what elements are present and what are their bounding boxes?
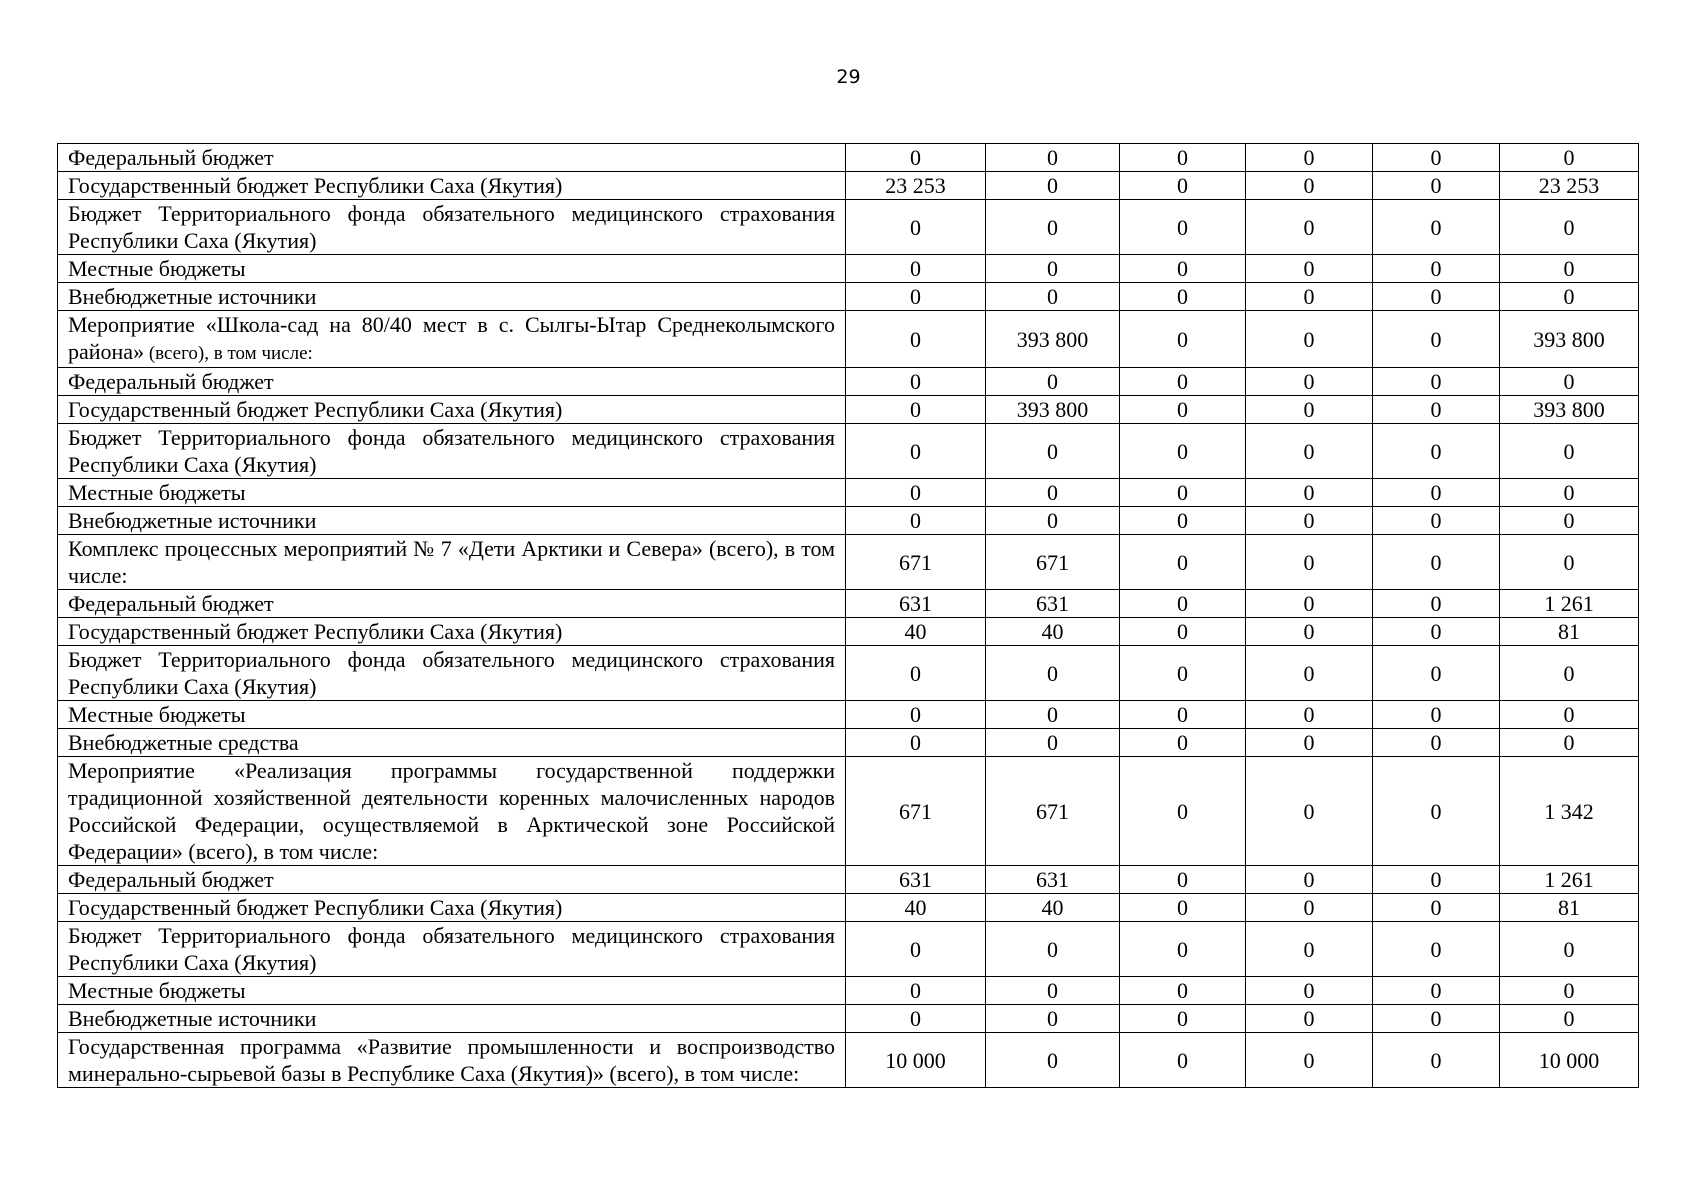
value-cell: 0 <box>1373 1033 1500 1088</box>
value-cell: 0 <box>846 646 986 701</box>
row-label-text: Внебюджетные источники <box>68 1006 317 1031</box>
value-cell: 0 <box>846 507 986 535</box>
row-label-text: Бюджет Территориального фонда обязательного медицинского страхования Республики Саха (Якутия) <box>68 923 835 975</box>
value-cell: 0 <box>1373 729 1500 757</box>
value-cell: 0 <box>1373 701 1500 729</box>
value-cell: 0 <box>846 368 986 396</box>
value-cell: 0 <box>1120 283 1246 311</box>
value-cell: 0 <box>1500 368 1639 396</box>
value-cell: 0 <box>1246 1005 1373 1033</box>
row-label-text: Государственная программа «Развитие промышленности и воспроизводство минерально-сырьевой базы в Республике Саха (Якутия)» (всего), в том числе: <box>68 1034 835 1086</box>
value-cell: 0 <box>1246 646 1373 701</box>
value-cell: 0 <box>1373 977 1500 1005</box>
value-cell: 0 <box>1246 144 1373 172</box>
value-cell: 0 <box>1246 396 1373 424</box>
row-label <box>58 368 846 396</box>
value-cell: 0 <box>1373 646 1500 701</box>
value-cell: 0 <box>1120 368 1246 396</box>
table-row <box>58 894 1639 922</box>
value-cell: 0 <box>1246 172 1373 200</box>
row-label <box>58 618 846 646</box>
value-cell: 0 <box>846 479 986 507</box>
value-cell: 0 <box>1246 479 1373 507</box>
row-label <box>58 729 846 757</box>
row-label-text: Внебюджетные источники <box>68 284 317 309</box>
page-number: 29 <box>836 66 861 88</box>
value-cell: 10 000 <box>846 1033 986 1088</box>
table-row <box>58 396 1639 424</box>
row-label <box>58 311 846 368</box>
value-cell: 0 <box>1246 200 1373 255</box>
value-cell: 0 <box>1500 922 1639 977</box>
table-row <box>58 368 1639 396</box>
value-cell: 0 <box>986 479 1120 507</box>
value-cell: 0 <box>1500 283 1639 311</box>
table-row <box>58 1005 1639 1033</box>
row-label <box>58 144 846 172</box>
value-cell: 0 <box>1120 255 1246 283</box>
value-cell: 0 <box>1246 507 1373 535</box>
table-row <box>58 144 1639 172</box>
row-label-text: Местные бюджеты <box>68 978 246 1003</box>
value-cell: 0 <box>986 172 1120 200</box>
table-row <box>58 701 1639 729</box>
row-label-text: Федеральный бюджет <box>68 867 274 892</box>
table-row <box>58 1033 1639 1088</box>
value-cell: 0 <box>1373 894 1500 922</box>
value-cell: 631 <box>846 590 986 618</box>
value-cell: 0 <box>1500 646 1639 701</box>
table-row <box>58 311 1639 368</box>
value-cell: 0 <box>1120 200 1246 255</box>
table-row <box>58 172 1639 200</box>
value-cell: 0 <box>1120 311 1246 368</box>
row-label <box>58 977 846 1005</box>
value-cell: 631 <box>986 590 1120 618</box>
value-cell: 0 <box>846 977 986 1005</box>
value-cell: 0 <box>1246 894 1373 922</box>
value-cell: 0 <box>986 283 1120 311</box>
table-row <box>58 507 1639 535</box>
value-cell: 0 <box>846 283 986 311</box>
value-cell: 0 <box>1373 144 1500 172</box>
budget-table-body <box>58 144 1639 1088</box>
value-cell: 0 <box>846 729 986 757</box>
value-cell: 0 <box>1373 866 1500 894</box>
value-cell: 0 <box>1500 507 1639 535</box>
value-cell: 0 <box>986 1033 1120 1088</box>
value-cell: 0 <box>1246 922 1373 977</box>
value-cell: 0 <box>1373 311 1500 368</box>
value-cell: 0 <box>1246 311 1373 368</box>
row-label <box>58 1033 846 1088</box>
value-cell: 0 <box>846 144 986 172</box>
row-label <box>58 396 846 424</box>
value-cell: 0 <box>1373 479 1500 507</box>
value-cell: 0 <box>1246 1033 1373 1088</box>
value-cell: 0 <box>1246 977 1373 1005</box>
row-label-suffix: (всего), в том числе: <box>144 343 313 364</box>
table-row <box>58 424 1639 479</box>
row-label-text: Местные бюджеты <box>68 480 246 505</box>
value-cell: 0 <box>1373 255 1500 283</box>
value-cell: 0 <box>1246 618 1373 646</box>
value-cell: 0 <box>986 1005 1120 1033</box>
value-cell: 0 <box>986 368 1120 396</box>
value-cell: 0 <box>1246 729 1373 757</box>
value-cell: 40 <box>986 894 1120 922</box>
value-cell: 0 <box>986 922 1120 977</box>
value-cell: 0 <box>1246 590 1373 618</box>
value-cell: 0 <box>1120 757 1246 866</box>
row-label-text: Государственный бюджет Республики Саха (Якутия) <box>68 173 563 198</box>
row-label-text: Внебюджетные источники <box>68 508 317 533</box>
value-cell: 0 <box>846 255 986 283</box>
row-label <box>58 255 846 283</box>
value-cell: 0 <box>1120 590 1246 618</box>
table-row <box>58 618 1639 646</box>
value-cell: 671 <box>986 757 1120 866</box>
value-cell: 0 <box>1373 618 1500 646</box>
row-label <box>58 590 846 618</box>
value-cell: 0 <box>1246 255 1373 283</box>
budget-table <box>57 143 1639 1088</box>
value-cell: 0 <box>1120 866 1246 894</box>
value-cell: 0 <box>986 144 1120 172</box>
value-cell: 0 <box>846 1005 986 1033</box>
value-cell: 81 <box>1500 618 1639 646</box>
value-cell: 0 <box>1500 479 1639 507</box>
value-cell: 0 <box>1246 368 1373 396</box>
value-cell: 10 000 <box>1500 1033 1639 1088</box>
value-cell: 0 <box>1373 396 1500 424</box>
value-cell: 0 <box>1373 507 1500 535</box>
value-cell: 0 <box>1500 144 1639 172</box>
table-row <box>58 535 1639 590</box>
value-cell: 40 <box>986 618 1120 646</box>
value-cell: 0 <box>1120 618 1246 646</box>
row-label-text: Местные бюджеты <box>68 256 246 281</box>
row-label <box>58 757 846 866</box>
row-label-text: Бюджет Территориального фонда обязательного медицинского страхования Республики Саха (Якутия) <box>68 425 835 477</box>
value-cell: 1 342 <box>1500 757 1639 866</box>
value-cell: 0 <box>1373 200 1500 255</box>
value-cell: 393 800 <box>986 396 1120 424</box>
value-cell: 0 <box>986 701 1120 729</box>
value-cell: 0 <box>1373 590 1500 618</box>
value-cell: 0 <box>1120 729 1246 757</box>
table-row <box>58 255 1639 283</box>
row-label-text: Государственный бюджет Республики Саха (Якутия) <box>68 619 563 644</box>
row-label <box>58 200 846 255</box>
value-cell: 0 <box>1120 922 1246 977</box>
row-label-text: Комплекс процессных мероприятий № 7 «Дети Арктики и Севера» (всего), в том числе: <box>68 536 835 588</box>
value-cell: 0 <box>1120 535 1246 590</box>
value-cell: 0 <box>1120 396 1246 424</box>
value-cell: 0 <box>986 255 1120 283</box>
value-cell: 23 253 <box>846 172 986 200</box>
value-cell: 23 253 <box>1500 172 1639 200</box>
table-row <box>58 590 1639 618</box>
value-cell: 1 261 <box>1500 866 1639 894</box>
row-label <box>58 507 846 535</box>
value-cell: 0 <box>1120 424 1246 479</box>
value-cell: 0 <box>986 977 1120 1005</box>
value-cell: 0 <box>1500 977 1639 1005</box>
table-row <box>58 479 1639 507</box>
value-cell: 0 <box>1500 535 1639 590</box>
value-cell: 0 <box>1500 200 1639 255</box>
value-cell: 671 <box>986 535 1120 590</box>
value-cell: 0 <box>986 507 1120 535</box>
table-row <box>58 866 1639 894</box>
value-cell: 0 <box>1120 144 1246 172</box>
value-cell: 0 <box>1246 424 1373 479</box>
row-label-text: Федеральный бюджет <box>68 369 274 394</box>
value-cell: 671 <box>846 757 986 866</box>
row-label-text: Федеральный бюджет <box>68 145 274 170</box>
value-cell: 0 <box>1246 283 1373 311</box>
value-cell: 631 <box>846 866 986 894</box>
row-label <box>58 866 846 894</box>
value-cell: 0 <box>1373 535 1500 590</box>
value-cell: 0 <box>1120 1033 1246 1088</box>
table-row <box>58 922 1639 977</box>
value-cell: 0 <box>1373 172 1500 200</box>
value-cell: 0 <box>1120 894 1246 922</box>
value-cell: 0 <box>1500 255 1639 283</box>
row-label-text: Федеральный бюджет <box>68 591 274 616</box>
value-cell: 0 <box>1246 701 1373 729</box>
table-row <box>58 200 1639 255</box>
table-row <box>58 283 1639 311</box>
value-cell: 0 <box>1373 757 1500 866</box>
value-cell: 0 <box>1120 977 1246 1005</box>
value-cell: 0 <box>846 396 986 424</box>
value-cell: 0 <box>986 424 1120 479</box>
value-cell: 0 <box>1373 283 1500 311</box>
row-label <box>58 701 846 729</box>
row-label-text: Бюджет Территориального фонда обязательного медицинского страхования Республики Саха (Якутия) <box>68 647 835 699</box>
value-cell: 40 <box>846 618 986 646</box>
row-label <box>58 646 846 701</box>
value-cell: 0 <box>1246 866 1373 894</box>
value-cell: 0 <box>1120 1005 1246 1033</box>
value-cell: 40 <box>846 894 986 922</box>
value-cell: 0 <box>1373 922 1500 977</box>
row-label <box>58 894 846 922</box>
value-cell: 0 <box>846 200 986 255</box>
table-row <box>58 729 1639 757</box>
value-cell: 0 <box>1120 172 1246 200</box>
value-cell: 0 <box>1120 507 1246 535</box>
row-label-text: Местные бюджеты <box>68 702 246 727</box>
value-cell: 0 <box>1373 368 1500 396</box>
value-cell: 0 <box>1373 1005 1500 1033</box>
value-cell: 393 800 <box>986 311 1120 368</box>
value-cell: 0 <box>1373 424 1500 479</box>
value-cell: 0 <box>986 729 1120 757</box>
value-cell: 0 <box>846 311 986 368</box>
row-label <box>58 1005 846 1033</box>
row-label-text: Внебюджетные средства <box>68 730 299 755</box>
value-cell: 393 800 <box>1500 396 1639 424</box>
row-label <box>58 424 846 479</box>
row-label-text: Бюджет Территориального фонда обязательного медицинского страхования Республики Саха (Якутия) <box>68 201 835 253</box>
table-row <box>58 977 1639 1005</box>
value-cell: 1 261 <box>1500 590 1639 618</box>
row-label-text: Мероприятие «Школа-сад на 80/40 мест в с. Сылгы-Ытар Среднеколымского района» <box>68 312 835 364</box>
value-cell: 671 <box>846 535 986 590</box>
value-cell: 631 <box>986 866 1120 894</box>
value-cell: 0 <box>1500 729 1639 757</box>
row-label <box>58 283 846 311</box>
value-cell: 0 <box>1120 479 1246 507</box>
table-row <box>58 646 1639 701</box>
value-cell: 0 <box>1500 701 1639 729</box>
table-row <box>58 757 1639 866</box>
value-cell: 0 <box>846 424 986 479</box>
value-cell: 0 <box>1500 1005 1639 1033</box>
value-cell: 0 <box>846 701 986 729</box>
value-cell: 0 <box>1120 701 1246 729</box>
row-label <box>58 172 846 200</box>
value-cell: 0 <box>1120 646 1246 701</box>
row-label <box>58 535 846 590</box>
value-cell: 393 800 <box>1500 311 1639 368</box>
row-label-text: Мероприятие «Реализация программы государственной поддержки традиционной хозяйственной деятельности коренных малочисленных народов Российской Федерации, осуществляемой в Арктической зоне Российской Федерации» (всего), в том числе: <box>68 758 835 864</box>
value-cell: 0 <box>1246 757 1373 866</box>
value-cell: 0 <box>986 646 1120 701</box>
value-cell: 0 <box>1246 535 1373 590</box>
row-label-text: Государственный бюджет Республики Саха (Якутия) <box>68 397 563 422</box>
row-label <box>58 479 846 507</box>
row-label-text: Государственный бюджет Республики Саха (Якутия) <box>68 895 563 920</box>
value-cell: 0 <box>1500 424 1639 479</box>
value-cell: 0 <box>846 922 986 977</box>
value-cell: 0 <box>986 200 1120 255</box>
row-label <box>58 922 846 977</box>
value-cell: 81 <box>1500 894 1639 922</box>
